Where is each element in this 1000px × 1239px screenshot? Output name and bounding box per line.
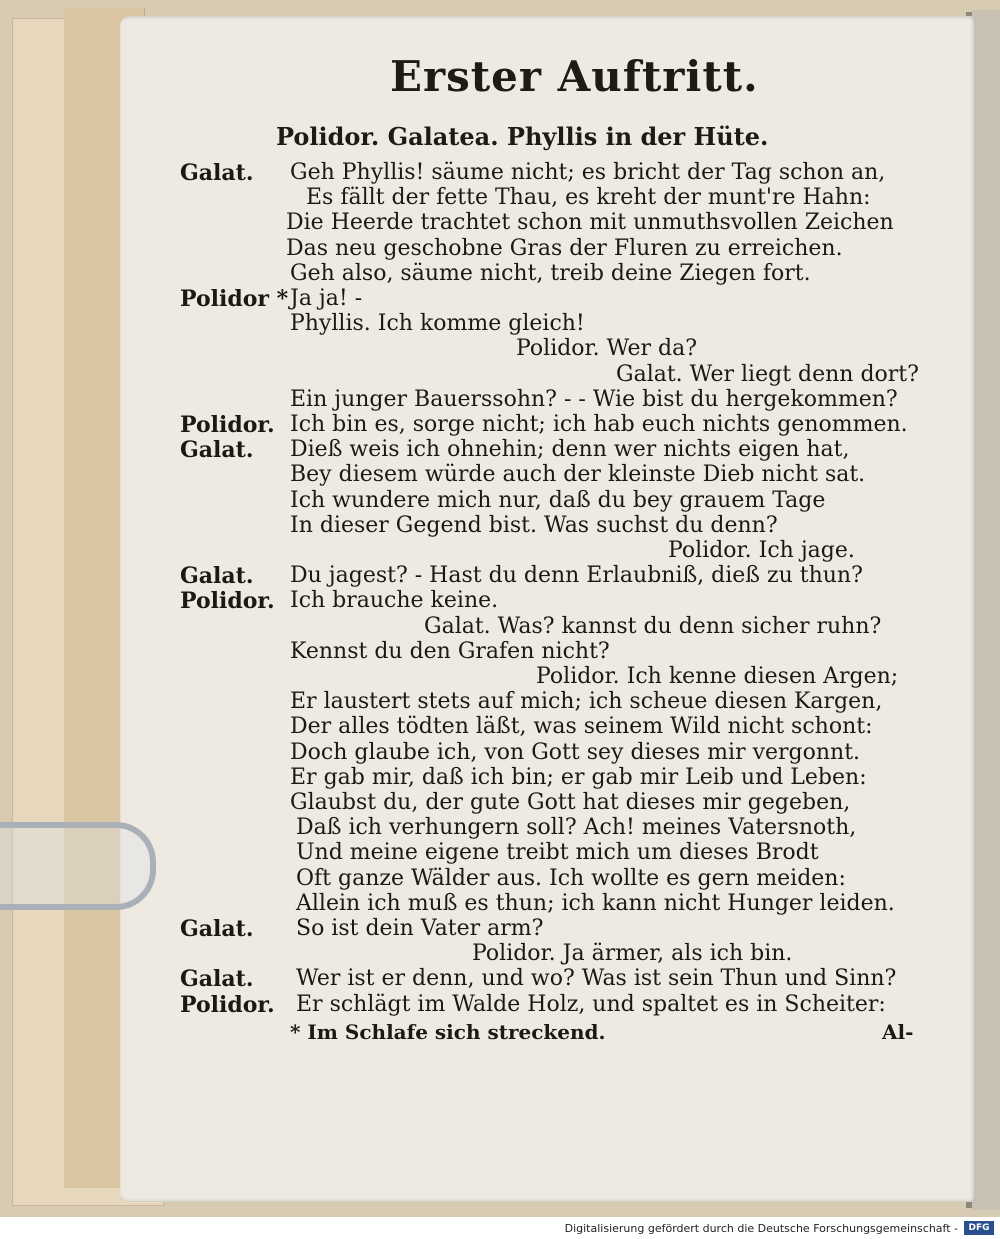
verse-line: Doch glaube ich, von Gott sey dieses mir vergonnt. (290, 739, 861, 765)
verse-line: Galat. Wer liegt denn dort? (616, 361, 919, 387)
speaker-label: Galat. (180, 563, 254, 590)
page-edge-right (972, 10, 1000, 1210)
verse-line: Galat. Was? kannst du denn sicher ruhn? (424, 613, 882, 639)
speaker-label: Polidor. (180, 412, 275, 438)
scene-characters: Polidor. Galatea. Phyllis in der Hüte. (276, 122, 769, 151)
catchword: Al- (882, 1019, 914, 1044)
verse-line: Bey diesem würde auch der kleinste Dieb nicht sat. (290, 462, 866, 488)
verse-line: Polidor. Ich jage. (668, 538, 855, 563)
verse-line: Er laustert stets auf mich; ich scheue diesen Kargen, (290, 689, 883, 715)
verse-line: Ja ja! - (290, 286, 363, 311)
verse-line: Du jagest? - Hast du denn Erlaubniß, dieß zu thun? (290, 563, 863, 589)
verse-line: Und meine eigene treibt mich um dieses Brodt (296, 840, 819, 866)
verse-line: Es fällt der fette Thau, es kreht der munt're Hahn: (306, 185, 871, 211)
verse-line: Dieß weis ich ohnehin; denn wer nichts eigen hat, (290, 437, 850, 463)
speaker-label: Polidor. (180, 588, 275, 615)
verse-line: Phyllis. Ich komme gleich! (290, 311, 585, 337)
verse-line: Ein junger Bauerssohn? - - Wie bist du hergekommen? (290, 386, 898, 412)
verse-line: Polidor. Ja ärmer, als ich bin. (472, 941, 793, 967)
speaker-label: Galat. (180, 916, 254, 942)
verse-line: Wer ist er denn, und wo? Was ist sein Thun und Sinn? (296, 966, 897, 992)
dfg-logo-icon: DFG (964, 1221, 994, 1235)
page-title: Erster Auftritt. (390, 52, 759, 101)
verse-line: Oft ganze Wälder aus. Ich wollte es gern meiden: (296, 865, 846, 891)
verse-line: Der alles tödten läßt, was seinem Wild nicht schont: (290, 714, 873, 740)
verse-line: So ist dein Vater arm? (296, 916, 544, 941)
verse-line: Er schlägt im Walde Holz, und spaltet es in Scheiter: (296, 991, 886, 1017)
verse-line: Geh also, säume nicht, treib deine Ziegen fort. (290, 260, 811, 286)
verse-line: Ich brauche keine. (290, 588, 499, 614)
speaker-label: Galat. (180, 160, 254, 186)
verse-line: Allein ich muß es thun; ich kann nicht Hunger leiden. (296, 890, 895, 916)
verse-line: Er gab mir, daß ich bin; er gab mir Leib und Leben: (290, 764, 867, 790)
verse-line: Kennst du den Grafen nicht? (290, 638, 610, 664)
verse-line: Geh Phyllis! säume nicht; es bricht der Tag schon an, (290, 160, 886, 185)
footnote: * Im Schlafe sich streckend. (290, 1019, 606, 1044)
verse-line: In dieser Gegend bist. Was suchst du denn? (290, 512, 778, 538)
paper-clip-icon (0, 822, 156, 910)
verse-line: Ich wundere mich nur, daß du bey grauem Tage (290, 487, 826, 513)
book-page (120, 16, 976, 1202)
verse-line: Polidor. Ich kenne diesen Argen; (536, 664, 899, 689)
verse-line: Daß ich verhungern soll? Ach! meines Vatersnoth, (296, 815, 857, 841)
speaker-label: Galat. (180, 437, 254, 464)
footer-text: Digitalisierung gefördert durch die Deutsche Forschungsgemeinschaft - (564, 1222, 958, 1235)
verse-line: Die Heerde trachtet schon mit unmuthsvollen Zeichen (286, 210, 894, 236)
verse-line: Glaubst du, der gute Gott hat dieses mir gegeben, (290, 790, 851, 815)
speaker-label: Polidor. (180, 991, 275, 1018)
speaker-label: Polidor * (180, 286, 289, 312)
verse-line: Das neu geschobne Gras der Fluren zu erreichen. (286, 235, 843, 261)
speaker-label: Galat. (180, 966, 254, 993)
verse-line: Polidor. Wer da? (516, 336, 697, 362)
verse-line: Ich bin es, sorge nicht; ich hab euch nichts genommen. (290, 412, 908, 437)
footer-bar (0, 1217, 1000, 1239)
